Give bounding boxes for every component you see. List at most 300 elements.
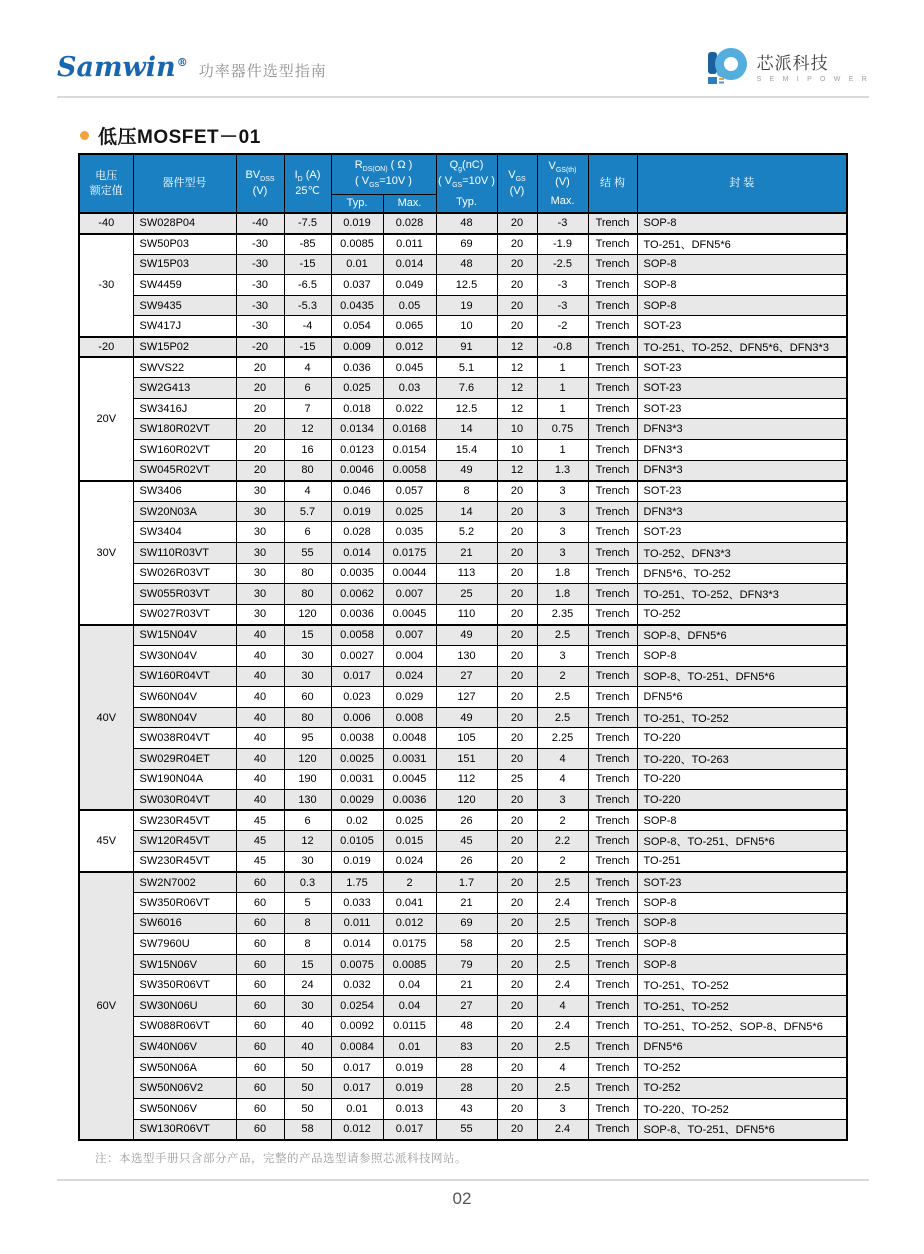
cell-vgs: 20	[497, 728, 537, 749]
cell-vgs: 20	[497, 687, 537, 708]
brand-tagline: 功率器件选型指南	[198, 63, 327, 80]
cell-structure: Trench	[588, 1037, 637, 1058]
cell-vgsth-max: 2.5	[537, 625, 588, 646]
cell-id-current: 12	[284, 419, 331, 440]
cell-id-current: 58	[284, 1119, 331, 1140]
cell-vgsth-max: 3	[537, 543, 588, 564]
cell-qg-typ: 1.7	[436, 872, 497, 893]
cell-vgsth-max: 2.5	[537, 934, 588, 955]
cell-bvdss: 30	[236, 563, 284, 584]
cell-id-current: 5.7	[284, 501, 331, 522]
cell-rds-max: 0.015	[383, 831, 436, 852]
cell-qg-typ: 79	[436, 954, 497, 975]
cell-structure: Trench	[588, 501, 637, 522]
cell-rds-typ: 0.012	[331, 1119, 383, 1140]
cell-structure: Trench	[588, 893, 637, 914]
cell-qg-typ: 112	[436, 769, 497, 790]
cell-structure: Trench	[588, 543, 637, 564]
samwin-logo: Samwin®	[57, 52, 188, 83]
cell-rds-typ: 0.037	[331, 275, 383, 296]
cell-structure: Trench	[588, 872, 637, 893]
cell-vgsth-max: 2	[537, 851, 588, 872]
header-qg: $Q_g(nC)$ ( $V_{GS}=10V$ ) Typ.	[436, 154, 497, 213]
cell-part-number: SW130R06VT	[133, 1119, 236, 1140]
cell-id-current: 6	[284, 522, 331, 543]
cell-package: TO-252	[637, 1078, 847, 1099]
cell-bvdss: 30	[236, 522, 284, 543]
cell-bvdss: 40	[236, 625, 284, 646]
cell-rds-max: 0.04	[383, 996, 436, 1017]
table-row	[79, 954, 847, 975]
cell-id-current: 4	[284, 481, 331, 502]
cell-part-number: SW028P04	[133, 213, 236, 234]
cell-structure: Trench	[588, 687, 637, 708]
cell-part-number: SW30N04V	[133, 645, 236, 666]
cell-vgsth-max: 4	[537, 996, 588, 1017]
cell-rds-max: 0.049	[383, 275, 436, 296]
cell-rds-max: 0.004	[383, 645, 436, 666]
table-row	[79, 460, 847, 481]
cell-bvdss: 60	[236, 872, 284, 893]
table-row	[79, 254, 847, 275]
cell-vgsth-max: -3	[537, 275, 588, 296]
cell-id-current: 24	[284, 975, 331, 996]
cell-rds-max: 0.0031	[383, 748, 436, 769]
cell-rds-max: 0.007	[383, 625, 436, 646]
voltage-group-label: 45V	[79, 810, 133, 872]
cell-rds-max: 0.05	[383, 295, 436, 316]
cell-vgsth-max: 2	[537, 666, 588, 687]
cell-package: TO-251、DFN5*6	[637, 234, 847, 255]
mosfet-table-body	[79, 213, 847, 1140]
cell-rds-max: 0.022	[383, 398, 436, 419]
cell-id-current: -15	[284, 254, 331, 275]
cell-vgsth-max: 3	[537, 645, 588, 666]
cell-rds-typ: 0.0254	[331, 996, 383, 1017]
cell-rds-typ: 0.0092	[331, 1016, 383, 1037]
cell-qg-typ: 55	[436, 1119, 497, 1140]
cell-rds-typ: 0.017	[331, 1078, 383, 1099]
cell-package: SOP-8	[637, 893, 847, 914]
cell-rds-typ: 0.036	[331, 357, 383, 378]
cell-package: SOT-23	[637, 378, 847, 399]
cell-vgsth-max: 2.5	[537, 954, 588, 975]
cell-structure: Trench	[588, 913, 637, 934]
cell-vgs: 20	[497, 748, 537, 769]
cell-rds-max: 0.012	[383, 337, 436, 358]
table-row	[79, 398, 847, 419]
cell-id-current: 5	[284, 893, 331, 914]
cell-vgs: 12	[497, 337, 537, 358]
cell-rds-typ: 0.0029	[331, 790, 383, 811]
cell-rds-typ: 0.0035	[331, 563, 383, 584]
cell-package: SOP-8	[637, 954, 847, 975]
cell-bvdss: 30	[236, 604, 284, 625]
cell-vgs: 20	[497, 584, 537, 605]
brand-header	[57, 52, 327, 83]
cell-rds-max: 0.0048	[383, 728, 436, 749]
cell-qg-typ: 10	[436, 316, 497, 337]
cell-rds-typ: 0.014	[331, 543, 383, 564]
cell-package: DFN3*3	[637, 419, 847, 440]
cell-rds-max: 0.03	[383, 378, 436, 399]
cell-vgs: 20	[497, 1057, 537, 1078]
cell-package: SOP-8	[637, 254, 847, 275]
cell-vgs: 20	[497, 1099, 537, 1120]
cell-rds-typ: 0.019	[331, 501, 383, 522]
table-row	[79, 604, 847, 625]
table-row	[79, 790, 847, 811]
cell-vgsth-max: 2.4	[537, 975, 588, 996]
cell-structure: Trench	[588, 275, 637, 296]
cell-part-number: SW80N04V	[133, 707, 236, 728]
table-row	[79, 481, 847, 502]
cell-qg-typ: 48	[436, 1016, 497, 1037]
cell-id-current: 8	[284, 934, 331, 955]
cell-package: TO-252	[637, 604, 847, 625]
cell-vgsth-max: 2	[537, 810, 588, 831]
cell-qg-typ: 7.6	[436, 378, 497, 399]
cell-part-number: SW026R03VT	[133, 563, 236, 584]
cell-rds-max: 0.065	[383, 316, 436, 337]
cell-rds-max: 0.0168	[383, 419, 436, 440]
cell-package: SOP-8	[637, 275, 847, 296]
semipower-logo-icon	[705, 47, 751, 91]
cell-rds-max: 0.007	[383, 584, 436, 605]
voltage-group-label: -40	[79, 213, 133, 234]
cell-rds-max: 0.0085	[383, 954, 436, 975]
cell-rds-max: 0.0045	[383, 604, 436, 625]
cell-rds-max: 0.019	[383, 1078, 436, 1099]
cell-vgsth-max: -0.8	[537, 337, 588, 358]
header-id-current: $I_D$ (A) 25℃	[284, 154, 331, 213]
cell-part-number: SW50N06A	[133, 1057, 236, 1078]
cell-rds-typ: 0.0085	[331, 234, 383, 255]
cell-rds-max: 0.04	[383, 975, 436, 996]
table-row	[79, 295, 847, 316]
cell-rds-typ: 0.028	[331, 522, 383, 543]
cell-vgs: 20	[497, 275, 537, 296]
cell-part-number: SW045R02VT	[133, 460, 236, 481]
cell-part-number: SW4459	[133, 275, 236, 296]
cell-vgs: 20	[497, 893, 537, 914]
cell-vgs: 20	[497, 522, 537, 543]
cell-qg-typ: 45	[436, 831, 497, 852]
cell-qg-typ: 12.5	[436, 275, 497, 296]
cell-id-current: 40	[284, 1037, 331, 1058]
cell-structure: Trench	[588, 522, 637, 543]
footer-divider	[57, 1179, 869, 1181]
cell-vgs: 20	[497, 1016, 537, 1037]
cell-rds-typ: 0.025	[331, 378, 383, 399]
cell-package: TO-251、TO-252、SOP-8、DFN5*6	[637, 1016, 847, 1037]
cell-structure: Trench	[588, 337, 637, 358]
cell-vgs: 20	[497, 913, 537, 934]
cell-id-current: 30	[284, 996, 331, 1017]
table-row	[79, 316, 847, 337]
table-header	[79, 154, 847, 213]
cell-part-number: SW3416J	[133, 398, 236, 419]
cell-vgs: 20	[497, 934, 537, 955]
cell-rds-max: 2	[383, 872, 436, 893]
cell-rds-max: 0.045	[383, 357, 436, 378]
cell-qg-typ: 48	[436, 213, 497, 234]
cell-rds-max: 0.008	[383, 707, 436, 728]
cell-qg-typ: 49	[436, 625, 497, 646]
cell-structure: Trench	[588, 419, 637, 440]
cell-qg-typ: 58	[436, 934, 497, 955]
cell-rds-typ: 0.0046	[331, 460, 383, 481]
cell-id-current: 80	[284, 563, 331, 584]
cell-part-number: SW2G413	[133, 378, 236, 399]
cell-rds-typ: 1.75	[331, 872, 383, 893]
cell-rds-typ: 0.023	[331, 687, 383, 708]
cell-id-current: 30	[284, 851, 331, 872]
voltage-group-label: -30	[79, 234, 133, 337]
cell-bvdss: 60	[236, 913, 284, 934]
cell-rds-typ: 0.0123	[331, 440, 383, 461]
cell-vgsth-max: 2.4	[537, 1016, 588, 1037]
page-title: 低压MOSFET－01	[98, 127, 261, 148]
cell-rds-typ: 0.0075	[331, 954, 383, 975]
cell-id-current: 15	[284, 954, 331, 975]
cell-rds-typ: 0.0084	[331, 1037, 383, 1058]
cell-rds-max: 0.012	[383, 913, 436, 934]
cell-qg-typ: 49	[436, 707, 497, 728]
cell-qg-typ: 28	[436, 1057, 497, 1078]
cell-rds-typ: 0.054	[331, 316, 383, 337]
page-number: 02	[452, 1189, 472, 1208]
table-row	[79, 1016, 847, 1037]
table-row	[79, 996, 847, 1017]
voltage-group-label: -20	[79, 337, 133, 358]
cell-rds-max: 0.0154	[383, 440, 436, 461]
cell-part-number: SW9435	[133, 295, 236, 316]
cell-vgsth-max: 3	[537, 501, 588, 522]
company-name-en: S E M I P O W E R	[756, 75, 870, 83]
cell-rds-typ: 0.014	[331, 934, 383, 955]
cell-vgsth-max: 2.5	[537, 913, 588, 934]
cell-bvdss: 60	[236, 954, 284, 975]
cell-vgsth-max: 4	[537, 769, 588, 790]
table-row	[79, 645, 847, 666]
cell-bvdss: 60	[236, 975, 284, 996]
cell-qg-typ: 27	[436, 996, 497, 1017]
table-row	[79, 501, 847, 522]
cell-vgs: 20	[497, 254, 537, 275]
cell-package: DFN5*6	[637, 1037, 847, 1058]
cell-package: TO-220、TO-263	[637, 748, 847, 769]
header-package: 封 装	[637, 154, 847, 213]
table-row	[79, 563, 847, 584]
cell-structure: Trench	[588, 996, 637, 1017]
table-row	[79, 851, 847, 872]
cell-structure: Trench	[588, 645, 637, 666]
cell-structure: Trench	[588, 625, 637, 646]
cell-structure: Trench	[588, 1078, 637, 1099]
cell-rds-max: 0.025	[383, 810, 436, 831]
cell-structure: Trench	[588, 769, 637, 790]
cell-rds-max: 0.041	[383, 893, 436, 914]
cell-package: SOP-8	[637, 645, 847, 666]
cell-part-number: SW180R02VT	[133, 419, 236, 440]
cell-vgsth-max: 3	[537, 481, 588, 502]
cell-package: TO-251、TO-252	[637, 996, 847, 1017]
table-row	[79, 893, 847, 914]
cell-package: DFN5*6、TO-252	[637, 563, 847, 584]
cell-rds-max: 0.029	[383, 687, 436, 708]
cell-part-number: SW190N04A	[133, 769, 236, 790]
cell-rds-typ: 0.011	[331, 913, 383, 934]
cell-rds-typ: 0.018	[331, 398, 383, 419]
header-vgs: $V_{GS}$ (V)	[497, 154, 537, 213]
cell-bvdss: -30	[236, 316, 284, 337]
cell-vgs: 20	[497, 604, 537, 625]
cell-vgs: 20	[497, 645, 537, 666]
cell-vgs: 12	[497, 378, 537, 399]
cell-rds-typ: 0.0058	[331, 625, 383, 646]
cell-part-number: SW15P02	[133, 337, 236, 358]
voltage-group-label: 20V	[79, 357, 133, 481]
cell-part-number: SW50N06V	[133, 1099, 236, 1120]
cell-rds-typ: 0.01	[331, 254, 383, 275]
cell-id-current: 8	[284, 913, 331, 934]
cell-vgsth-max: 1	[537, 378, 588, 399]
cell-vgsth-max: 2.5	[537, 707, 588, 728]
cell-vgsth-max: 4	[537, 748, 588, 769]
cell-bvdss: 60	[236, 1016, 284, 1037]
cell-part-number: SW230R45VT	[133, 851, 236, 872]
table-row	[79, 1078, 847, 1099]
cell-rds-typ: 0.0031	[331, 769, 383, 790]
table-row	[79, 687, 847, 708]
cell-structure: Trench	[588, 316, 637, 337]
cell-structure: Trench	[588, 975, 637, 996]
cell-rds-typ: 0.006	[331, 707, 383, 728]
cell-bvdss: 20	[236, 440, 284, 461]
cell-structure: Trench	[588, 831, 637, 852]
cell-package: SOP-8、TO-251、DFN5*6	[637, 831, 847, 852]
cell-vgs: 20	[497, 234, 537, 255]
header-voltage-class: 电压 额定值	[79, 154, 133, 213]
cell-bvdss: 40	[236, 645, 284, 666]
table-row	[79, 748, 847, 769]
cell-part-number: SW027R03VT	[133, 604, 236, 625]
cell-vgsth-max: 3	[537, 1099, 588, 1120]
registered-mark: ®	[176, 56, 188, 69]
cell-vgsth-max: -3	[537, 295, 588, 316]
cell-part-number: SW7960U	[133, 934, 236, 955]
cell-vgs: 10	[497, 419, 537, 440]
cell-rds-max: 0.0058	[383, 460, 436, 481]
mosfet-selection-table	[78, 153, 848, 1141]
cell-rds-max: 0.0044	[383, 563, 436, 584]
cell-package: TO-252	[637, 1057, 847, 1078]
table-row	[79, 666, 847, 687]
cell-structure: Trench	[588, 666, 637, 687]
table-row	[79, 275, 847, 296]
cell-rds-max: 0.0175	[383, 543, 436, 564]
cell-rds-max: 0.0036	[383, 790, 436, 811]
cell-qg-typ: 12.5	[436, 398, 497, 419]
footnote: 注：本选型手册只含部分产品，完整的产品选型请参照芯派科技网站。	[95, 1153, 467, 1165]
cell-rds-typ: 0.0105	[331, 831, 383, 852]
table-row	[79, 378, 847, 399]
cell-id-current: 6	[284, 378, 331, 399]
cell-id-current: 16	[284, 440, 331, 461]
cell-rds-typ: 0.009	[331, 337, 383, 358]
cell-vgs: 20	[497, 790, 537, 811]
cell-vgs: 20	[497, 481, 537, 502]
cell-structure: Trench	[588, 563, 637, 584]
cell-rds-typ: 0.01	[331, 1099, 383, 1120]
cell-vgsth-max: -1.9	[537, 234, 588, 255]
cell-vgsth-max: 2.5	[537, 687, 588, 708]
cell-qg-typ: 5.2	[436, 522, 497, 543]
header-rds-typ: Typ.	[331, 194, 383, 213]
cell-rds-typ: 0.0038	[331, 728, 383, 749]
cell-bvdss: 60	[236, 1078, 284, 1099]
cell-bvdss: 60	[236, 1037, 284, 1058]
cell-vgs: 25	[497, 769, 537, 790]
cell-part-number: SW160R02VT	[133, 440, 236, 461]
header-rds-max: Max.	[383, 194, 436, 213]
cell-part-number: SW15N04V	[133, 625, 236, 646]
cell-qg-typ: 8	[436, 481, 497, 502]
table-row	[79, 872, 847, 893]
cell-id-current: 30	[284, 645, 331, 666]
cell-vgs: 20	[497, 295, 537, 316]
cell-bvdss: 20	[236, 378, 284, 399]
cell-qg-typ: 14	[436, 419, 497, 440]
cell-vgs: 20	[497, 851, 537, 872]
header-divider	[57, 96, 869, 98]
cell-qg-typ: 113	[436, 563, 497, 584]
cell-vgs: 20	[497, 707, 537, 728]
cell-part-number: SW40N06V	[133, 1037, 236, 1058]
cell-bvdss: -20	[236, 337, 284, 358]
cell-bvdss: 60	[236, 1099, 284, 1120]
cell-part-number: SW3404	[133, 522, 236, 543]
cell-bvdss: -30	[236, 275, 284, 296]
cell-structure: Trench	[588, 954, 637, 975]
cell-package: SOT-23	[637, 357, 847, 378]
cell-structure: Trench	[588, 707, 637, 728]
cell-part-number: SW15N06V	[133, 954, 236, 975]
cell-vgs: 12	[497, 398, 537, 419]
cell-bvdss: 60	[236, 1119, 284, 1140]
table-row	[79, 440, 847, 461]
cell-structure: Trench	[588, 790, 637, 811]
cell-bvdss: 60	[236, 1057, 284, 1078]
header-rds-on: $R_{DS(ON)}$ ( Ω ) ( $V_{GS}=10V$ )	[331, 154, 436, 194]
header-structure: 结 构	[588, 154, 637, 213]
company-name-cn: 芯派科技	[756, 54, 829, 74]
cell-vgsth-max: 0.75	[537, 419, 588, 440]
cell-vgs: 10	[497, 440, 537, 461]
cell-vgs: 20	[497, 316, 537, 337]
cell-bvdss: -30	[236, 234, 284, 255]
cell-rds-max: 0.0045	[383, 769, 436, 790]
cell-vgsth-max: 1	[537, 398, 588, 419]
cell-structure: Trench	[588, 604, 637, 625]
cell-qg-typ: 26	[436, 851, 497, 872]
cell-bvdss: 40	[236, 728, 284, 749]
cell-qg-typ: 21	[436, 893, 497, 914]
cell-rds-max: 0.028	[383, 213, 436, 234]
cell-rds-typ: 0.0435	[331, 295, 383, 316]
cell-package: TO-252、DFN3*3	[637, 543, 847, 564]
